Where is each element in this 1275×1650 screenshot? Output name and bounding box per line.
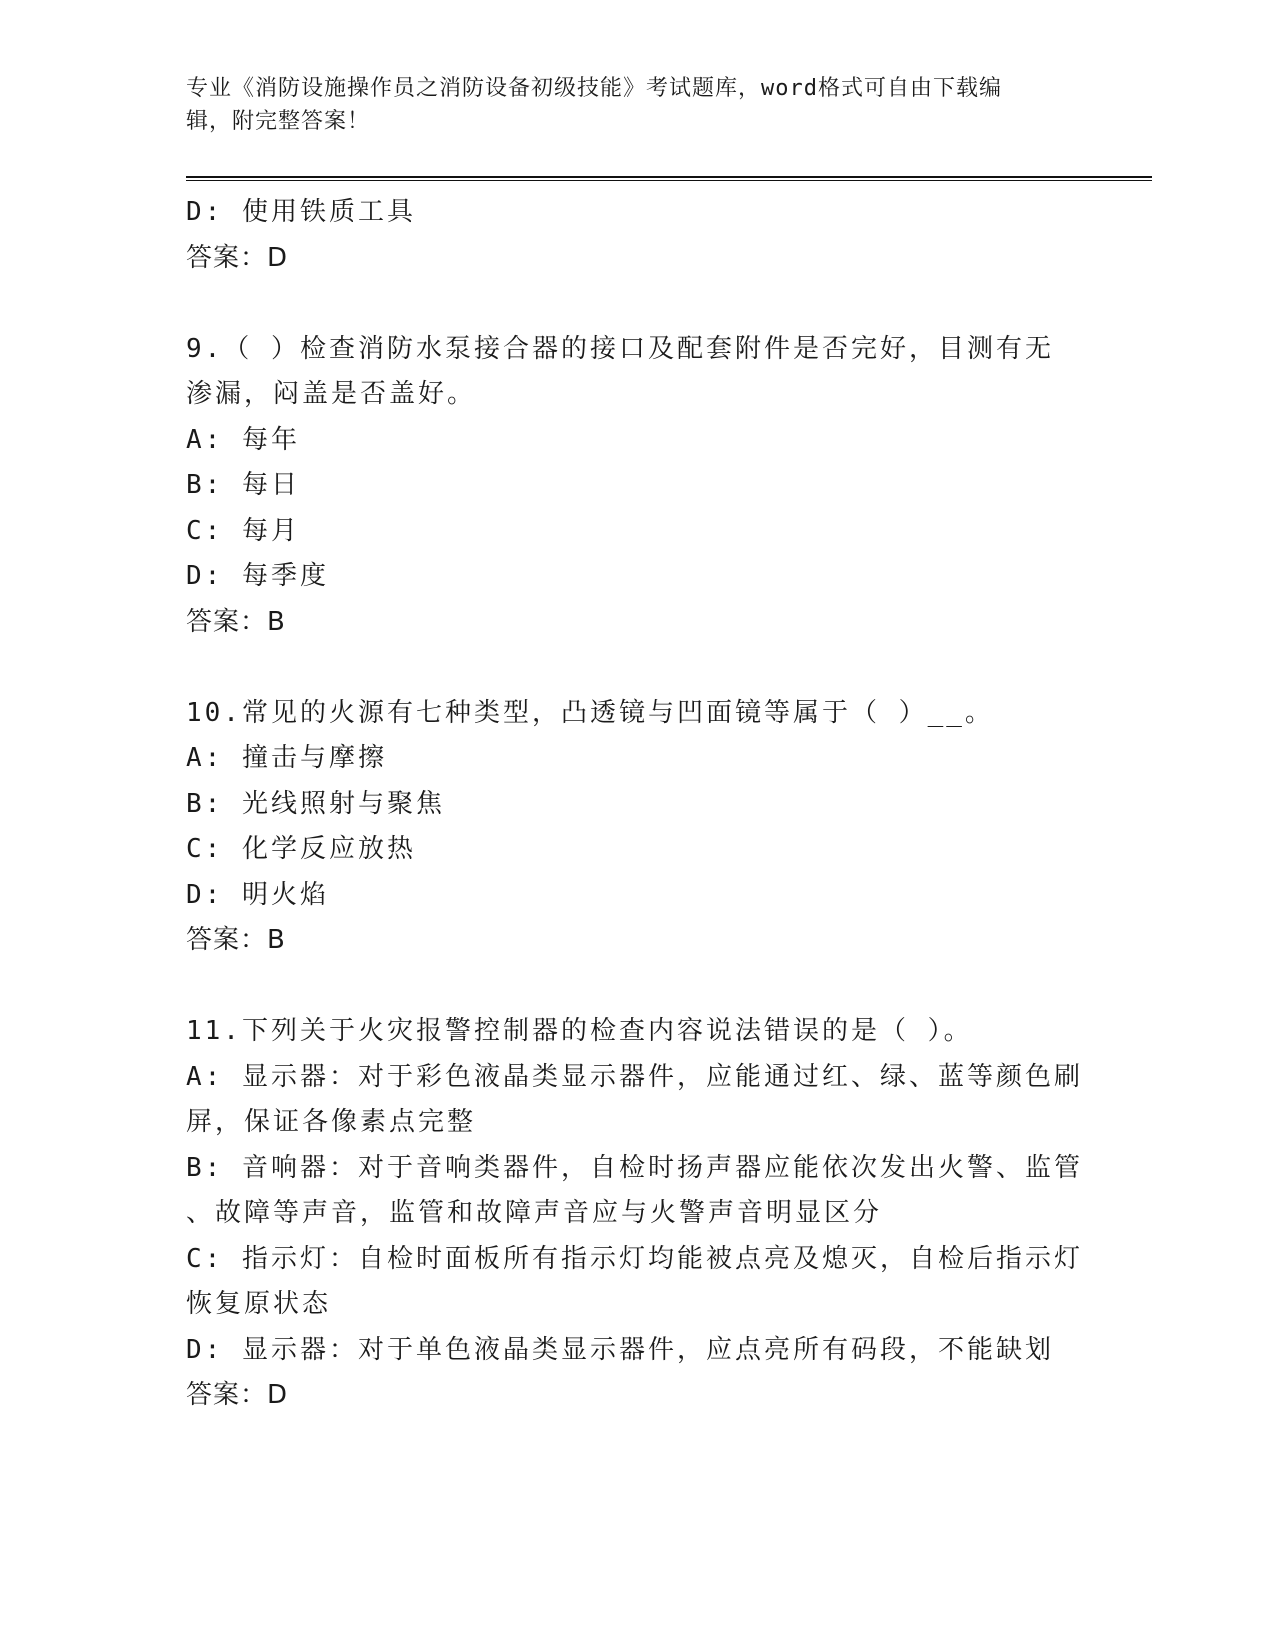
q11-option-a-line-1: A: 显示器：对于彩色液晶类显示器件，应能通过红、绿、蓝等颜色刷	[186, 1061, 1083, 1092]
q11-option-c-line-1: C: 指示灯：自检时面板所有指示灯均能被点亮及熄灭，自检后指示灯	[186, 1243, 1083, 1274]
q11-option-c-line-2: 恢复原状态	[186, 1289, 332, 1319]
q11-option-b-line-2: 、故障等声音，监管和故障声音应与火警声音明显区分	[186, 1198, 883, 1228]
spacer	[186, 645, 1086, 691]
header-divider	[186, 176, 1152, 181]
q10-option-a: A: 撞击与摩擦	[186, 743, 387, 773]
spacer	[186, 281, 1086, 327]
q9-stem-line-2: 渗漏，闷盖是否盖好。	[186, 379, 477, 409]
q11-option-d: D: 显示器：对于单色液晶类显示器件，应点亮所有码段，不能缺划	[186, 1334, 1054, 1365]
q9-option-a: A: 每年	[186, 424, 300, 455]
q10-option-d: D: 明火焰	[186, 879, 329, 910]
q10-option-b: B: 光线照射与聚焦	[186, 788, 445, 819]
q10-answer: 答案：B	[186, 925, 286, 955]
q9-answer: 答案：B	[186, 606, 286, 637]
q9-option-b: B: 每日	[186, 470, 300, 500]
q9-option-d: D: 每季度	[186, 561, 329, 591]
question-list	[186, 190, 1086, 1419]
q9-stem-line-1: 9.（ ）检查消防水泵接合器的接口及配套附件是否完好，目测有无	[186, 333, 1054, 364]
q10-option-c: C: 化学反应放热	[186, 834, 416, 864]
q11-option-b-line-1: B: 音响器：对于音响类器件，自检时扬声器应能依次发出火警、监管	[186, 1152, 1083, 1183]
q11-stem: 11.下列关于火灾报警控制器的检查内容说法错误的是（ ）。	[186, 1016, 973, 1046]
q11-option-a-line-2: 屏，保证各像素点完整	[186, 1107, 477, 1137]
page-header	[186, 72, 1066, 138]
header-line-1: 专业《消防设施操作员之消防设备初级技能》考试题库，word格式可自由下载编	[186, 76, 1002, 101]
prev-option-d: D: 使用铁质工具	[186, 197, 416, 227]
q9-option-c: C: 每月	[186, 515, 300, 546]
spacer	[186, 964, 1086, 1010]
header-line-2: 辑，附完整答案！	[186, 109, 371, 134]
q11-answer: 答案：D	[186, 1380, 289, 1410]
prev-answer: 答案：D	[186, 242, 289, 273]
q10-stem: 10.常见的火源有七种类型，凸透镜与凹面镜等属于（ ）__。	[186, 697, 994, 728]
